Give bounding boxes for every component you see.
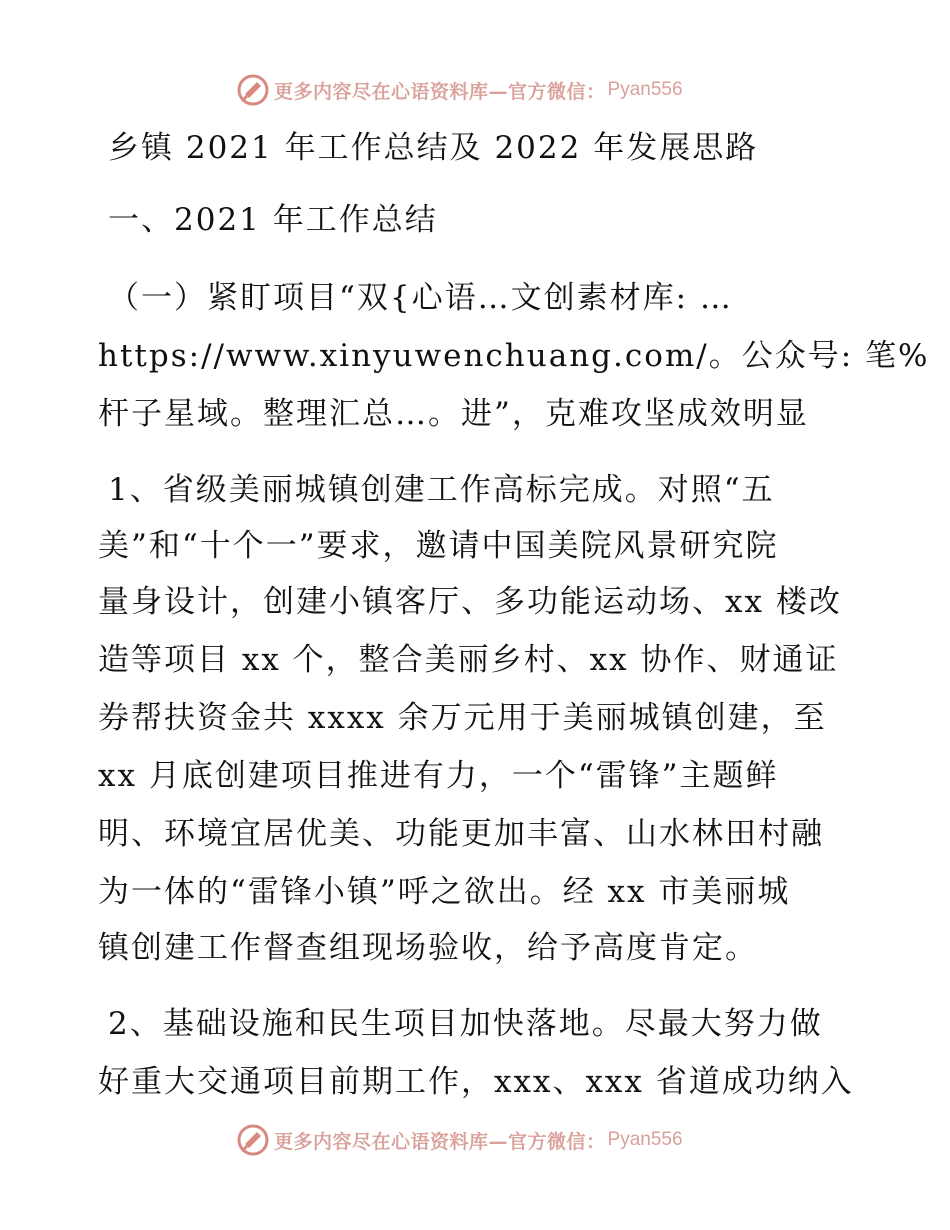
watermark-text: 更多内容尽在心语资料库—官方微信： [274,1130,606,1153]
watermark-id: Pyan556 [607,79,683,100]
watermark-logo-icon [236,73,270,107]
paragraph-line: 为一体的“雷锋小镇”呼之欲出。经 xx 市美丽城 [98,874,791,910]
paragraph-line: 量身设计，创建小镇客厅、多功能运动场、xx 楼改 [98,584,842,620]
paragraph-line: 1、省级美丽城镇创建工作高标完成。对照“五 [108,472,775,508]
document-title: 乡镇 2021 年工作总结及 2022 年发展思路 [108,130,759,166]
paragraph-line: 券帮扶资金共 xxxx 余万元用于美丽城镇创建，至 [98,700,827,736]
paragraph-line: 明、环境宜居优美、功能更加丰富、山水林田村融 [98,816,824,852]
watermark-logo-icon [236,1123,270,1157]
paragraph-line: （一）紧盯项目“双{心语…文创素材库: … [108,280,733,316]
paragraph-line: xx 月底创建项目推进有力，一个“雷锋”主题鲜 [98,758,779,794]
paragraph-line: 造等项目 xx 个，整合美丽乡村、xx 协作、财通证 [98,642,839,678]
paragraph-line: https://www.xinyuwenchuang.com/。公众号: 笔% [98,338,930,374]
watermark-id: Pyan556 [607,1129,683,1150]
watermark-text: 更多内容尽在心语资料库—官方微信： [274,80,606,103]
paragraph-line: 2、基础设施和民生项目加快落地。尽最大努力做 [108,1006,823,1042]
footer-watermark-banner [236,1122,683,1158]
paragraph-line: 杆子星域。整理汇总…。进”，克难攻坚成效明显 [98,396,809,432]
paragraph-line: 镇创建工作督查组现场验收，给予高度肯定。 [98,930,758,966]
paragraph-line: 好重大交通项目前期工作，xxx、xxx 省道成功纳入 [98,1064,854,1100]
section-heading: 一、2021 年工作总结 [108,202,438,238]
paragraph-line: 美”和“十个一”要求，邀请中国美院风景研究院 [98,528,779,564]
header-watermark-banner [236,72,683,108]
